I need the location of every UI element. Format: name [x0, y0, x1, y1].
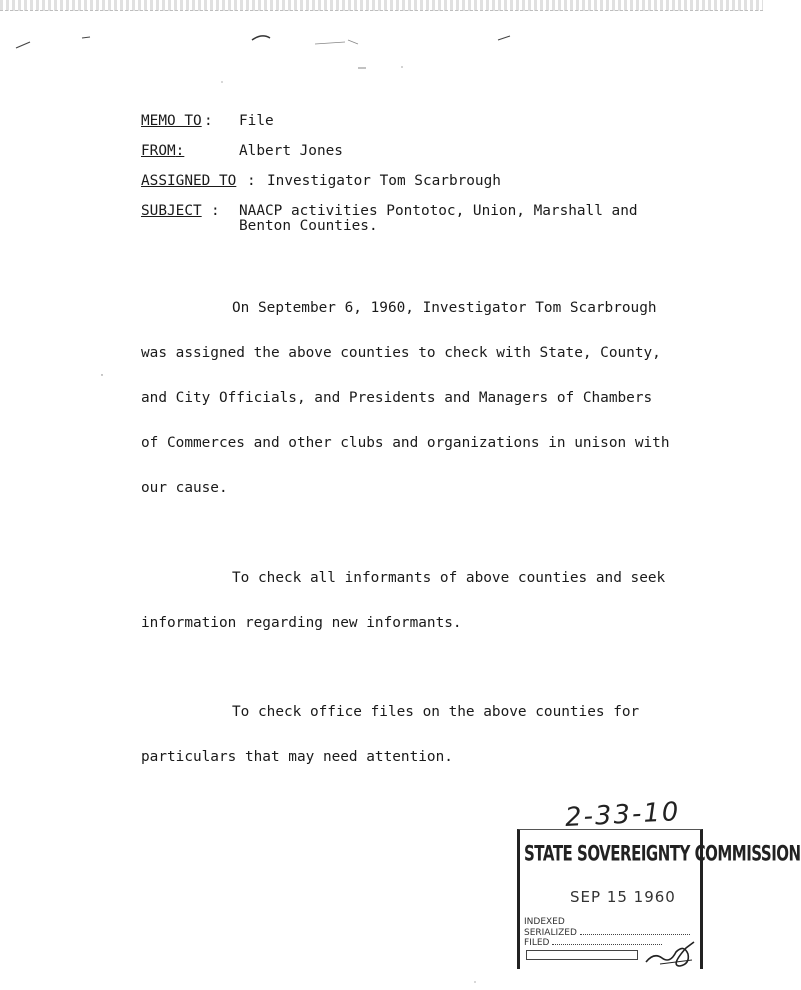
assigned-to-row: ASSIGNED TO : Investigator Tom Scarbrough — [141, 173, 501, 189]
memo-to-label: MEMO TO — [141, 113, 202, 129]
stamp-indexed-line: INDEXED — [524, 917, 565, 927]
initials-signature-icon — [640, 938, 700, 968]
stamp-filed-line: FILED — [524, 938, 662, 948]
subject-label: SUBJECT — [141, 203, 202, 219]
body-paragraph-1 — [141, 271, 701, 526]
para2-line-2: information regarding new informants. — [141, 615, 462, 631]
memo-document — [141, 114, 701, 795]
subject-row: SUBJECT : NAACP activities Pontotoc, Union, Marshall and — [141, 203, 638, 219]
body-paragraph-3 — [141, 675, 701, 795]
para3-line-1: To check office files on the above counties for — [232, 704, 640, 720]
para2-line-1: To check all informants of above counties and seek — [232, 570, 666, 586]
para1-line-4: of Commerces and other clubs and organizations in unison with — [141, 435, 670, 451]
para1-line-5: our cause. — [141, 480, 228, 496]
stamp-title: STATE SOVEREIGNTY COMMISSION — [524, 840, 801, 867]
para1-line-2: was assigned the above counties to check with State, County, — [141, 345, 661, 361]
assigned-to-value: Investigator Tom Scarbrough — [267, 173, 501, 189]
handwritten-file-number: 2-33-10 — [564, 796, 682, 834]
subject-value-line2: Benton Counties. — [239, 218, 378, 234]
subject-value-line1: NAACP activities Pontotoc, Union, Marshall and — [239, 203, 638, 219]
memo-to-value: File — [239, 113, 274, 129]
stamp-date: SEP 15 1960 — [570, 888, 676, 906]
from-row — [141, 144, 701, 159]
body-paragraph-2 — [141, 541, 701, 661]
stamp-entry-box — [526, 950, 638, 960]
from-label: FROM: — [141, 143, 185, 159]
para1-line-3: and City Officials, and Presidents and Managers of Chambers — [141, 390, 653, 406]
memo-to-row: MEMO TO : File — [141, 113, 274, 129]
para3-line-2: particulars that may need attention. — [141, 749, 453, 765]
para1-line-1: On September 6, 1960, Investigator Tom Scarbrough — [232, 300, 657, 316]
commission-stamp — [517, 829, 801, 969]
stamp-serialized-line: SERIALIZED — [524, 928, 690, 938]
from-value: Albert Jones — [239, 143, 343, 159]
assigned-to-label: ASSIGNED TO — [141, 173, 237, 189]
